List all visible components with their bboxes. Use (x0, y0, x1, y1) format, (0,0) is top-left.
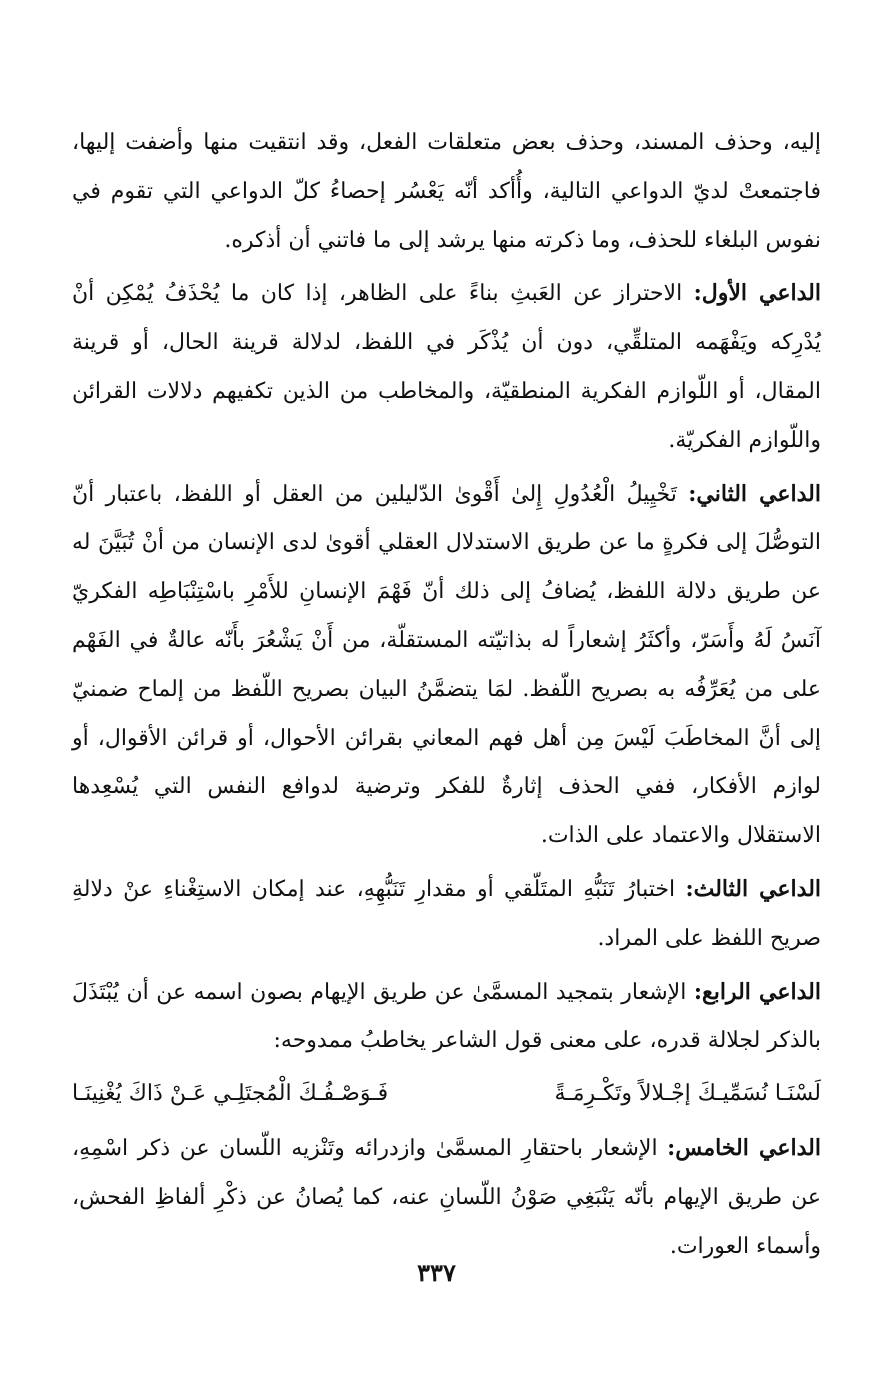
page-number: ٣٣٧ (417, 1258, 456, 1287)
paragraph-text: اختبارُ تَنَبُّهِ المتَلّقي أو مقدارِ تَنَبُّهِهِ، عند إمكان الاستِغْناءِ عنْ دلالةِ صريح اللفظ على المراد. (72, 876, 821, 951)
paragraph-lead: الداعي الرابع: (693, 978, 821, 1005)
paragraph-text: الاحتراز عن العَبثِ بناءً على الظاهر، إذا كان ما يُحْذَفُ يُمْكِن أنْ يُدْرِكه ويَفْهَمه المتلقِّي، دون أن يُذْكَر في اللفظ، لدلالة قرينة الحال، أو قرينة المقال، أو اللّوازم الفكرية المنطقيّة، والمخاطب من الذين تكفيهم دلالات القرائن واللّوازم الفكريّة. (72, 281, 821, 453)
paragraph-text: الإشعار باحتقارِ المسمَّىٰ وازدرائه وتَنْزيه اللّسان عن ذكر اسْمِهِ، عن طريق الإيهام بأنّه يَنْبَغِي صَوْنُ اللّسانِ عنه، كما يُصانُ عن ذكْرِ ألفاظِ الفحش، وأسماء العورات. (72, 1136, 821, 1259)
paragraph-lead: الداعي الثالث: (685, 875, 822, 902)
poetry-verse (72, 1070, 821, 1118)
paragraph-intro (72, 118, 821, 265)
paragraph-motive-3 (72, 865, 821, 964)
verse-first-hemistich: لَسْنَـا نُسَمِّيـكَ إجْـلالاً وتَكْـرِمَـةً (554, 1081, 821, 1107)
paragraph-motive-4 (72, 968, 821, 1067)
paragraph-motive-5 (72, 1124, 821, 1271)
paragraph-text: تَخْيِيلُ الْعُدُولِ إِلىٰ أَقْوىٰ الدّليلين من العقل أو اللفظ، باعتبار أنّ التوصُّلَ إلى فكرةٍ ما عن طريق الاستدلال العقلي أقوىٰ لدى الإنسان من أنْ تُبَيَّنَ له عن طريق دلالة اللفظ، يُضافُ إلى ذلك أنّ فَهْمَ الإنسانِ للأَمْرِ باسْتِنْبَاطِه الفكريّ آنَسُ لَهُ وأَسَرّ، وأكثَرُ إشعاراً له بذاتيّته المستقلّة، من أَنْ يَشْعُرَ بأَنّه عالةٌ في الفَهْم على من يُعَرِّفُه به بصريح اللّفظ. لمَا يتضمَّنُ البيان بصريح اللّفظ من إلماح ضمنيّ إلى أنَّ المخاطَبَ لَيْسَ مِن أهل فهم المعاني بقرائن الأحوال، أو قرائن الأقوال، أو لوازم الأفكار، ففي الحذف إثارةٌ للفكر وترضية لدوافع النفس التي يُسْعِدها الاستقلال والاعتماد على الذات. (72, 481, 821, 849)
paragraph-motive-1 (72, 269, 821, 465)
paragraph-motive-2 (72, 470, 821, 861)
paragraph-lead: الداعي الأول: (693, 280, 821, 307)
verse-second-hemistich: فَـوَصْـفُـكَ الْمُجتَلِـي عَـنْ ذَاكَ يُغْنِينَـا (72, 1081, 389, 1107)
paragraph-text: الإشعار بتمجيد المسمَّىٰ عن طريق الإيهام بصون اسمه عن أن يُبْتَذَلَ بالذكر لجلالة قدره، على معنى قول الشاعر يخاطبُ ممدوحه: (72, 979, 821, 1054)
paragraph-text: إليه، وحذف المسند، وحذف بعض متعلقات الفعل، وقد انتقيت منها وأضفت إليها، فاجتمعتْ لديّ الدواعي التالية، وأُأكد أنّه يَعْسُر إحصاءُ كلّ الدواعي التي تقوم في نفوس البلغاء للحذف، وما ذكرته منها يرشد إلى ما فاتني أن أذكره. (72, 130, 821, 253)
document-body (72, 118, 821, 1276)
paragraph-lead: الداعي الخامس: (667, 1135, 821, 1162)
paragraph-lead: الداعي الثاني: (688, 480, 822, 507)
